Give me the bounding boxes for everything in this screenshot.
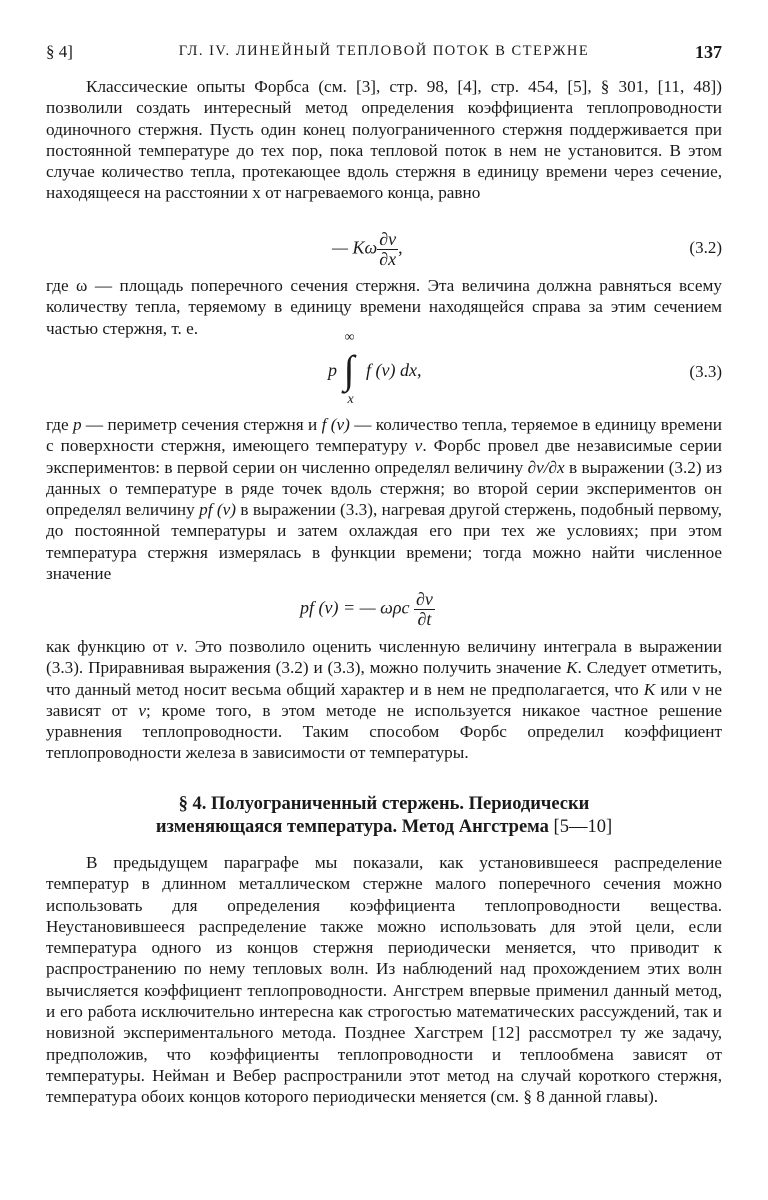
- text-run: в выражении (3.3), нагревая другой стержень, подобный первому, до постоянной температуры и затем охлаждая его при тех же условиях; при этом температура стержня измерялась в функции времени; тогда можно найти численное значение: [46, 500, 722, 584]
- equation-3-3-perimeter: p: [328, 360, 337, 381]
- symbol-K: K: [643, 679, 656, 699]
- equation-cooling-fraction: [414, 590, 435, 629]
- equation-3-3-number: (3.3): [689, 362, 722, 381]
- text-run: . Следует отметить, что данный метод носит весьма общий характер и в нем не предполагается, что: [46, 658, 722, 699]
- text-run: . Это позволило оценить численную величину интеграла в выражении (3.3). Приравнивая выражения (3.2) и (3.3), можно получить значение: [46, 637, 722, 678]
- equation-3-2-lhs: — Kω: [332, 237, 378, 258]
- paragraph-forbes-intro: Классические опыты Форбса (см. [3], стр. 98, [4], стр. 454, [5], § 301, [11, 48]) позволили создать интересный метод определения коэффициента теплопроводности одиночного стержня. Пусть один конец полуограниченного стержня поддерживается при постоянной температуре до тех пор, пока тепловой поток в нем не установится. В этом случае количество тепла, протекающее вдоль стержня в единицу времени через сечение, находящееся на расстоянии x от нагреваемого конца, равно: [46, 77, 722, 203]
- text-run: где: [46, 415, 73, 434]
- equation-3-3-body: [328, 330, 422, 407]
- page-number: 137: [695, 42, 722, 62]
- text-run: — периметр сечения стержня и: [81, 415, 322, 434]
- paragraph-area-definition: где ω — площадь поперечного сечения стержня. Эта величина должна равняться всему количеству тепла, теряемому в единицу времени находящейся справа за этим сечением частью стержня, т. е.: [46, 276, 722, 338]
- text-run: в выражении (3.2) из данных о температуре в ряде точек вдоль стержня; во второй серии экспериментов он определял величину: [46, 457, 722, 520]
- equation-3-2-body: [332, 230, 403, 269]
- section-heading: [46, 793, 722, 839]
- equation-3-2-number: (3.2): [689, 238, 722, 257]
- running-header: [46, 42, 722, 66]
- fraction-numerator: ∂v: [379, 229, 397, 249]
- paragraph-forbes-conclusion: [46, 636, 722, 764]
- text-run: как функцию от: [46, 637, 176, 656]
- fraction-numerator: ∂v: [415, 589, 433, 609]
- symbol-v: v: [414, 436, 423, 456]
- text-run: или ν не зависят от: [46, 679, 722, 720]
- paragraph-forbes-experiments: [46, 414, 722, 584]
- equation-3-2: [46, 230, 722, 274]
- text-run: ; кроме того, в этом методе не используется никакое частное решение уравнения теплопроводности. Таким способом Форбс определил коэффициент теплопроводности железа в зависимости от температуры.: [46, 700, 723, 763]
- section-heading-references: [5—10]: [548, 817, 613, 837]
- symbol-v: v: [175, 637, 184, 656]
- equation-cooling-lhs: pf (v) = — ωρc: [300, 597, 410, 618]
- section-heading-line-1: § 4. Полуограниченный стержень. Периодически: [178, 794, 590, 814]
- integral-symbol-glyph: ∫: [343, 347, 355, 392]
- integral-lower-limit: x: [347, 392, 354, 407]
- symbol-v: v: [138, 700, 146, 720]
- integral-sign: [342, 330, 362, 407]
- symbol-K: K: [566, 658, 578, 678]
- integral-upper-limit: ∞: [344, 330, 355, 345]
- equation-cooling: [46, 590, 722, 634]
- section-heading-line-2: [46, 816, 722, 839]
- section-heading-title: изменяющаяся температура. Метод Ангстрема: [155, 817, 549, 837]
- fraction-denominator: ∂x: [379, 249, 397, 269]
- equation-3-3: [46, 330, 722, 407]
- header-section-mark: § 4]: [46, 42, 73, 61]
- symbol-p: p: [72, 415, 82, 434]
- equation-cooling-body: [300, 590, 435, 629]
- header-chapter-title: ГЛ. IV. ЛИНЕЙНЫЙ ТЕПЛОВОЙ ПОТОК В СТЕРЖНЕ: [178, 43, 590, 59]
- text-run: . Форбс провел две независимые серии экспериментов: в первой серии он численно определял величину: [46, 436, 722, 477]
- symbol-dv-dx: ∂v/∂x: [527, 457, 565, 477]
- fraction-denominator: ∂t: [417, 609, 432, 629]
- paragraph-angstrom-method: В предыдущем параграфе мы показали, как установившееся распределение температур в длинном металлическом стержне малого поперечного сечения можно использовать для определения коэффициента теплопроводности вещества. Неустановившееся распределение также можно использовать для этой цели, если температура одного из концов стержня периодически меняется, что приводит к распространению по нему тепловых волн. Из наблюдений над прохождением этих волн вычисляется коэффициент теплопроводности. Ангстрем впервые применил данный метод, и его работа исключительно интересна как строгостью математических рассуждений, так и новизной экспериментального метода. Позднее Хагстрем [12] рассмотрел ту же задачу, предположив, что коэффициенты теплопроводности и теплообмена зависят от температуры. Нейман и Вебер распространили этот метод на случай короткого стержня, температура обоих концов которого периодически меняется (см. § 8 данной главы).: [46, 853, 722, 1107]
- equation-3-2-fraction: [377, 230, 398, 269]
- text-run: — количество тепла, теряемое в единицу времени с поверхности стержня, имеющего температуру: [46, 415, 723, 456]
- symbol-f-of-v: f (v): [321, 415, 350, 434]
- equation-3-2-comma: ,: [398, 237, 403, 258]
- symbol-p-f-of-v: pf (v): [199, 500, 236, 520]
- equation-3-3-integrand: f (v) dx,: [366, 360, 422, 381]
